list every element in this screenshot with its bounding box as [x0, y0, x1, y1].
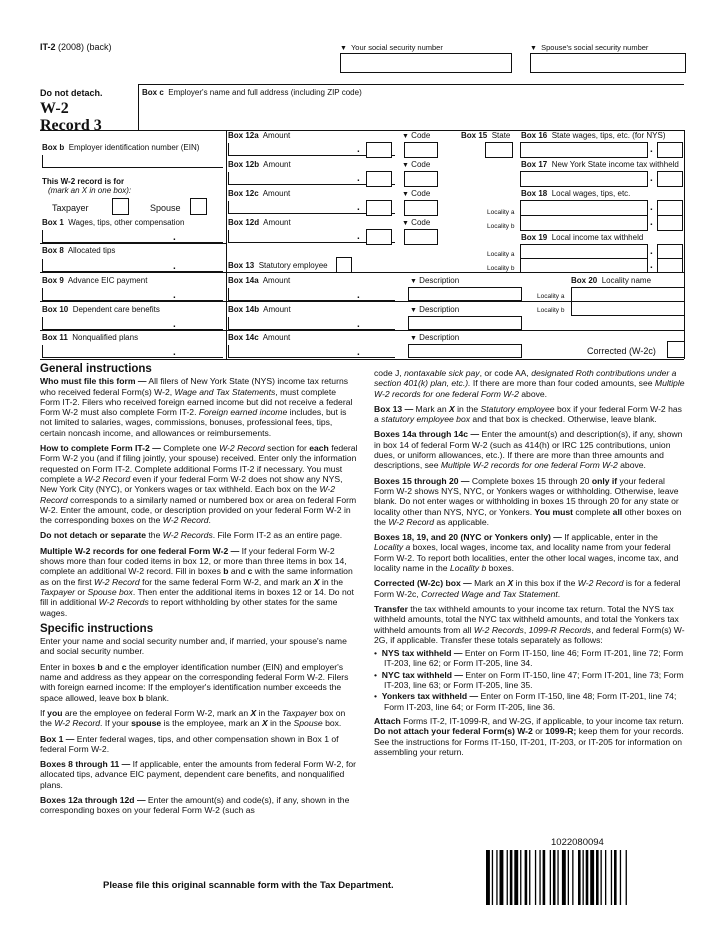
box-19-locality-b: Locality b — [487, 265, 515, 272]
box-10-label: Box 10 Dependent care benefits — [42, 305, 160, 314]
desc-14a-field[interactable] — [408, 287, 522, 301]
box-14c-label: Box 14c Amount — [228, 333, 291, 342]
box-17-label: Box 17 New York State income tax withheld — [521, 160, 679, 169]
box-11-label: Box 11 Nonqualified plans — [42, 333, 139, 342]
taxpayer-label: Taxpayer — [52, 203, 89, 213]
barcode-number: 1022080094 — [551, 837, 604, 848]
box-8-field[interactable] — [42, 259, 223, 272]
box-11-field[interactable] — [42, 345, 223, 358]
box-b-label: Box b Employer identification number (EIN) — [42, 143, 200, 152]
spouse-ssn-field[interactable] — [530, 53, 686, 73]
box-1-field[interactable] — [42, 230, 223, 243]
record-for-label: This W-2 record is for (mark an X in one box): — [42, 177, 132, 195]
spouse-checkbox[interactable] — [190, 198, 207, 215]
box-c-label: Box c Employer's name and full address (including ZIP code) — [142, 88, 362, 97]
box-18a-field[interactable] — [520, 200, 648, 216]
statutory-employee-checkbox[interactable] — [336, 257, 352, 273]
box-19-label: Box 19 Local income tax withheld — [521, 233, 644, 242]
spouse-ssn-label: ▼ Spouse's social security number — [530, 43, 649, 52]
box-14a-label: Box 14a Amount — [228, 276, 291, 285]
box-12a-cents[interactable] — [366, 142, 392, 158]
box-16-field[interactable] — [520, 142, 648, 158]
state-field[interactable] — [485, 142, 513, 158]
employer-name-field[interactable] — [140, 98, 684, 126]
box-12d-cents[interactable] — [366, 229, 392, 245]
box-18-label: Box 18 Local wages, tips, etc. — [521, 189, 631, 198]
box-12c-label: Box 12c Amount — [228, 189, 291, 198]
box-1-label: Box 1 Wages, tips, other compensation — [42, 218, 185, 227]
code-12c-field[interactable] — [404, 200, 438, 216]
instructions-left: General instructions Who must file this form — All filers of New York State (NYS) income tax returns who received federal Form(s) W-2, Wage and Tax Statements, must complete Form IT-2. Filers who received foreign earned income but did not receive a federal Form W-2 must also complete Form IT-2. Foreign earned income includes, but is not limited to salaries, wages, commissions, bonuses, professional fees, tips, certain noncash income, and allowances or reimbursements. How to complete Form IT-2 — Complete one W-2 Record section for each federal Form W-2 you (and if filing jointly, your spouse) received. Enter only the information requested on Form IT-2. Complete additional Forms IT-2 if necessary. You must complete a W-2 Record even if your federal Form W-2 does not show any NYS, New York City (NYC), or Yonkers wages or tax withheld. Each box on the W-2 Record corresponds to a similarly named or numbered box or area on federal Form W-2. Enter the amount, code, or description provided on your federal Form W-2 in the corresponding boxes on the W-2 Record. Do not detach or separate the W-2 Records. File Form IT-2 as an entire page. Multiple W-2 records for one federal Form W-2 — If your federal Form W-2 shows more than four coded items in box 12, or more than three items in box 14, complete an additional W-2 record. Fill in boxes b and c with the same information as on the first W-2 Record for the same federal Form W-2, and mark an X in the Taxpayer or Spouse box. Then enter the additional items in boxes 12 or 14. Do not fill in additional W-2 Records to report withholding by other states for the same wages. Specific instructions Enter your name and social security number and, if married, your spouse's name and social security number. Enter in boxes b and c the employer identification number (EIN) and employer's name and address as they appear on the corresponding federal Form W-2. Filers with foreign earned income: If the employer's identification number exceeds the space allowed, leave box b blank. If you are the employee on federal Form W-2, mark an X in the Taxpayer box on the W-2 Record. If your spouse is the employee, mark an X in the Spouse box. Box 1 — Enter federal wages, tips, and other compensation shown in Box 1 of federal Form W-2. Boxes 8 through 11 — If applicable, enter the amounts from federal Form W-2, for allocated tips, advance EIC payment, dependent care benefits, and nonqualified plans. Boxes 12a through 12d — Enter the amount(s) and code(s), if any, shown in the corresponding boxes on your federal Form W-2 (such as — [40, 363, 358, 816]
corrected-label: Corrected (W-2c) — [587, 346, 656, 356]
corrected-checkbox[interactable] — [667, 341, 685, 358]
desc-14c-label: ▼ Description — [410, 333, 460, 342]
ssn-label: ▼ Your social security number — [340, 43, 443, 52]
code-12d-field[interactable] — [404, 229, 438, 245]
box-17-field[interactable] — [520, 171, 648, 187]
box-12a-label: Box 12a Amount — [228, 131, 291, 140]
box-19b-cents[interactable] — [657, 258, 683, 273]
box-20-locality-a: Locality a — [537, 293, 565, 300]
box-16-label: Box 16 State wages, tips, etc. (for NYS) — [521, 131, 666, 140]
barcode-icon — [486, 850, 686, 905]
instructions-right: code J, nontaxable sick pay, or code AA, designated Roth contributions under a section 401(k) plan, etc.). If there are more than four coded amounts, see Multiple W-2 records for one federal Form W-2 above. Box 13 — Mark an X in the Statutory employee box if your federal Form W-2 has a statutory employee box and that box is checked. Otherwise, leave blank. Boxes 14a through 14c — Enter the amount(s) and description(s), if any, shown in box 14 of federal Form W-2 (such as 414(h) or IRC 125 contributions, union dues, or uniform allowances, etc.). If there are more than three amounts and descriptions, see Multiple W-2 records for one federal Form W-2 above. Boxes 15 through 20 — Complete boxes 15 through 20 only if your federal Form W-2 shows NYS, NYC, or Yonkers wages or withholding. Otherwise, leave blank. Do not enter wages or withholding in boxes 15 through 20 for any state or locality other than NYS, NYC, or Yonkers. You must complete all other boxes on the W-2 Record as applicable. Boxes 18, 19, and 20 (NYC or Yonkers only) — If applicable, enter in the Locality a boxes, local wages, income tax, and locality name from your federal Form W-2. To report both localities, enter the other local wages, income tax, and locality name in the Locality b boxes. Corrected (W-2c) box — Mark an X in this box if the W-2 Record is for a federal Form W-2c, Corrected Wage and Tax Statement. Transfer the tax withheld amounts to your income tax return. Total the NYS tax withheld amounts, total the NYC tax withheld amounts, and total the Yonkers tax withheld amounts from all W-2 Records, 1099-R Records, and federal Form(s) W-2G, if applicable. Transfer these totals separately as follows: • NYS tax withheld — Enter on Form IT-150, line 46; Form IT-201, line 72; Form IT-203, line 62; or Form IT-205, line 34. • NYC tax withheld — Enter on Form IT-150, line 47; Form IT-201, line 73; Form IT-203, line 63; or Form IT-205, line 35. • Yonkers tax withheld — Enter on Form IT-150, line 48; Form IT-201, line 74; Form IT-203, line 64; or Form IT-205, line 36. Attach Forms IT-2, IT-1099-R, and W-2G, if applicable, to your income tax return. Do not attach your federal Form(s) W-2 or 1099-R; keep them for your records. See the instructions for Forms IT-150, IT-201, IT-203, or IT-205 for information on assembling your return. — [374, 368, 685, 757]
desc-14a-label: ▼ Description — [410, 276, 460, 285]
spouse-label: Spouse — [150, 203, 181, 213]
box-19-locality-a: Locality a — [487, 251, 515, 258]
box-15-label: Box 15 State — [461, 131, 511, 140]
do-not-detach: Do not detach. — [40, 88, 103, 98]
box-9-field[interactable] — [42, 288, 223, 301]
code-12a-label: ▼ Code — [402, 131, 431, 140]
record-title: W-2 Record 3 — [40, 100, 102, 134]
desc-14b-label: ▼ Description — [410, 305, 460, 314]
box-12b-cents[interactable] — [366, 171, 392, 187]
box-19b-field[interactable] — [520, 258, 648, 273]
code-12b-field[interactable] — [404, 171, 438, 187]
box-12c-cents[interactable] — [366, 200, 392, 216]
box-18-locality-b: Locality b — [487, 223, 515, 230]
file-notice: Please file this original scannable form with the Tax Department. — [103, 880, 394, 891]
box-17-cents[interactable] — [657, 171, 683, 187]
code-12b-label: ▼ Code — [402, 160, 431, 169]
box-10-field[interactable] — [42, 317, 223, 330]
ein-field[interactable] — [42, 155, 223, 168]
box-18b-field[interactable] — [520, 215, 648, 231]
box-8-label: Box 8 Allocated tips — [42, 246, 116, 255]
box-13-label: Box 13 Statutory employee — [228, 261, 328, 270]
box-18a-cents[interactable] — [657, 200, 683, 216]
box-20-label: Box 20 Locality name — [571, 276, 652, 285]
form-id: IT-2 (2008) (back) — [40, 42, 112, 52]
box-20a-field[interactable] — [571, 287, 685, 302]
box-12d-label: Box 12d Amount — [228, 218, 291, 227]
box-18-locality-a: Locality a — [487, 209, 515, 216]
box-14c-field[interactable] — [228, 345, 395, 358]
code-12a-field[interactable] — [404, 142, 438, 158]
desc-14b-field[interactable] — [408, 316, 522, 330]
desc-14c-field[interactable] — [408, 344, 522, 358]
box-20-locality-b: Locality b — [537, 307, 565, 314]
box-9-label: Box 9 Advance EIC payment — [42, 276, 148, 285]
ssn-field[interactable] — [340, 53, 512, 73]
box-12b-label: Box 12b Amount — [228, 160, 291, 169]
box-14a-field[interactable] — [228, 288, 395, 301]
code-12c-label: ▼ Code — [402, 189, 431, 198]
code-12d-label: ▼ Code — [402, 218, 431, 227]
box-14b-label: Box 14b Amount — [228, 305, 291, 314]
taxpayer-checkbox[interactable] — [112, 198, 129, 215]
box-14b-field[interactable] — [228, 317, 395, 330]
box-16-cents[interactable] — [657, 142, 683, 158]
box-18b-cents[interactable] — [657, 215, 683, 231]
box-20b-field[interactable] — [571, 301, 685, 316]
